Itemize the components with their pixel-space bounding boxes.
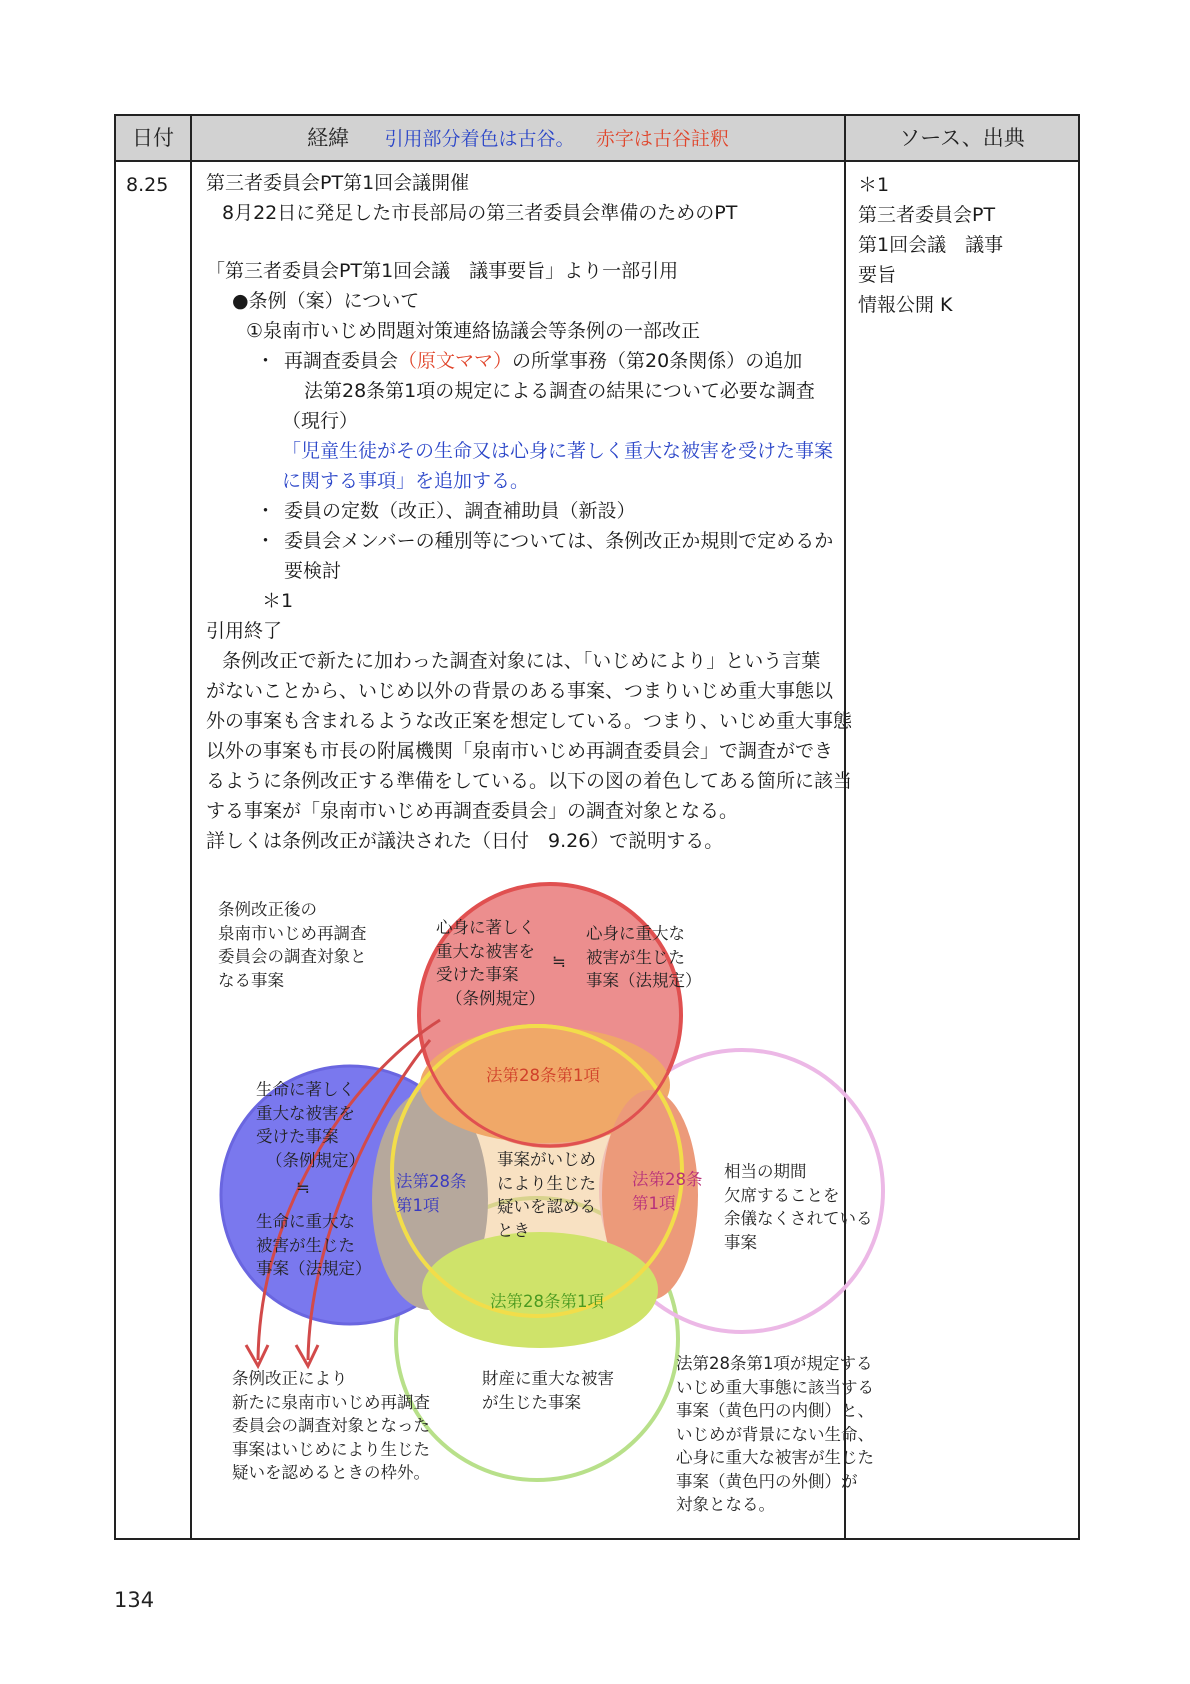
note-line: 委員会の調査対象となった [232,1416,430,1435]
quoted-line-blue: 「児童生徒がその生命又は心身に著しく重大な被害を受けた事案 [282,440,834,462]
note-line: 事案（黄色円の外側）が [676,1471,858,1491]
note-line: 委員会の調査対象と [218,947,367,966]
note-line: 条例改正により [232,1369,348,1388]
footnote-mark: ＊1 [262,590,294,612]
paragraph-line: 詳しくは条例改正が議決された（日付 9.26）で説明する。 [206,830,724,852]
paragraph-line: るように条例改正する準備をしている。以下の図の着色してある箇所に該当 [206,770,853,792]
bullet: ・ [256,350,276,372]
source-line: 要旨 [858,264,897,286]
label-line: （条例規定） [446,988,545,1008]
note-line: いじめが背景にない生命、 [676,1424,874,1444]
paragraph-line: 外の事案も含まれるような改正案を想定している。つまり、いじめ重大事態 [206,710,853,732]
header-main-title: 経緯 [307,126,350,150]
text-line: ①泉南市いじめ問題対策連絡協議会等条例の一部改正 [246,320,701,342]
label-line: 被害が生じた [586,947,685,967]
paragraph-line: する事案が「泉南市いじめ再調査委員会」の調査対象となる。 [206,800,739,822]
source-line: 第三者委員会PT [858,204,996,226]
header-note-red: 赤字は古谷註釈 [595,128,729,150]
right-lens-label [632,1168,703,1215]
text-line: （現行） [282,410,359,432]
text-line: 8月22日に発足した市長部局の第三者委員会準備のためのPT [222,202,738,224]
label-line: とき [497,1220,530,1240]
label-line: 欠席することを [724,1185,840,1205]
label-line: 重大な被害を [256,1103,355,1123]
label-line: 心身に重大な [586,924,685,943]
label-line: 受けた事案 [436,965,519,984]
header-source: ソース、出典 [899,126,1025,150]
paragraph-line: がないことから、いじめ以外の背景のある事案、つまりいじめ重大事態以 [206,680,834,702]
label-line: 法第28条 [396,1172,467,1191]
blue-circle-label-top [256,1078,365,1172]
center-label [497,1148,596,1242]
bottom-lens-label: 法第28条第1項 [490,1292,604,1311]
page-number: 134 [114,1588,155,1612]
bullet: ・ [256,530,276,552]
label-line: 事案がいじめ [497,1150,596,1169]
pink-circle-label [724,1160,873,1254]
paragraph-line: 以外の事案も市長の附属機関「泉南市いじめ再調査委員会」で調査ができ [206,740,834,762]
paragraph-line: 条例改正で新たに加わった調査対象には、「いじめにより」という言葉 [222,650,821,672]
note-line: 対象となる。 [676,1495,775,1514]
note-line: いじめ重大事態に該当する [676,1377,874,1397]
label-line: 重大な被害を [436,941,535,961]
label-line: が生じた事案 [482,1392,581,1412]
label-line: 疑いを認める [497,1197,596,1216]
label-line: 事案（法規定） [256,1259,372,1278]
text-line: 要検討 [284,560,342,582]
note-line: なる事案 [218,970,284,990]
approx-symbol: ≒ [552,952,566,971]
text-span: 再調査委員会 [284,350,399,372]
text-line: 第三者委員会PT第1回会議開催 [206,172,470,194]
text-line: 法第28条第1項の規定による調査の結果について必要な調査 [304,380,815,402]
label-line: 法第28条 [632,1170,703,1189]
source-line: 第1回会議 議事 [858,234,1004,256]
text-line: 委員の定数（改正）、調査補助員（新設） [284,500,636,522]
header-date: 日付 [132,126,174,150]
green-circle-label [482,1367,614,1414]
annotation-red: （原文ママ） [398,350,513,372]
label-line: 事案（法規定） [586,971,702,990]
note-line: 事案（黄色円の内側）と、 [676,1401,874,1420]
label-line: 第1項 [632,1193,676,1213]
label-line: 生命に著しく [256,1080,355,1099]
label-line: （条例規定） [266,1150,365,1170]
text-line: 委員会メンバーの種別等については、条例改正か規則で定めるか [284,530,834,552]
blue-circle-label-bottom [256,1210,372,1281]
header-note-blue: 引用部分着色は古谷。 [384,128,575,150]
source-line: 情報公開 K [858,294,953,316]
red-circle-label-right [586,922,702,993]
text-line: 引用終了 [206,620,283,642]
quoted-line-blue: に関する事項」を追加する。 [282,470,530,492]
red-circle-label-left [436,916,545,1010]
left-lens-label [396,1170,467,1217]
label-line: 財産に重大な被害 [482,1369,614,1388]
text-span: の所掌事務（第20条関係）の追加 [512,350,803,372]
note-line: 心身に重大な被害が生じた [676,1448,874,1467]
diagram-note-bottom-right [676,1352,874,1517]
note-line: 泉南市いじめ再調査 [218,923,367,943]
label-line: 受けた事案 [256,1127,339,1146]
text-line: ●条例（案）について [232,290,420,312]
row-date: 8.25 [126,174,169,196]
note-line: 条例改正後の [218,900,317,919]
label-line: 第1項 [396,1195,440,1215]
text-line: 「第三者委員会PT第1回会議 議事要旨」より一部引用 [206,260,679,282]
label-line: 相当の期間 [724,1162,807,1181]
note-line: 法第28条第1項が規定する [676,1354,873,1373]
diagram-note-bottom-left [232,1367,430,1485]
source-line: ＊1 [858,174,890,196]
label-line: 余儀なくされている [724,1209,873,1228]
note-line: 新たに泉南市いじめ再調査 [232,1392,430,1412]
label-line: 被害が生じた [256,1235,355,1255]
label-line: により生じた [497,1173,596,1193]
diagram-note-top-left [218,898,367,992]
label-line: 生命に重大な [256,1212,355,1231]
top-lens-label: 法第28条第1項 [486,1066,600,1085]
label-line: 心身に著しく [436,918,535,937]
bullet: ・ [256,500,276,522]
label-line: 事案 [724,1232,757,1252]
note-line: 事案はいじめにより生じた [232,1439,430,1459]
note-line: 疑いを認めるときの枠外。 [232,1463,430,1482]
approx-symbol: ≒ [296,1178,310,1197]
